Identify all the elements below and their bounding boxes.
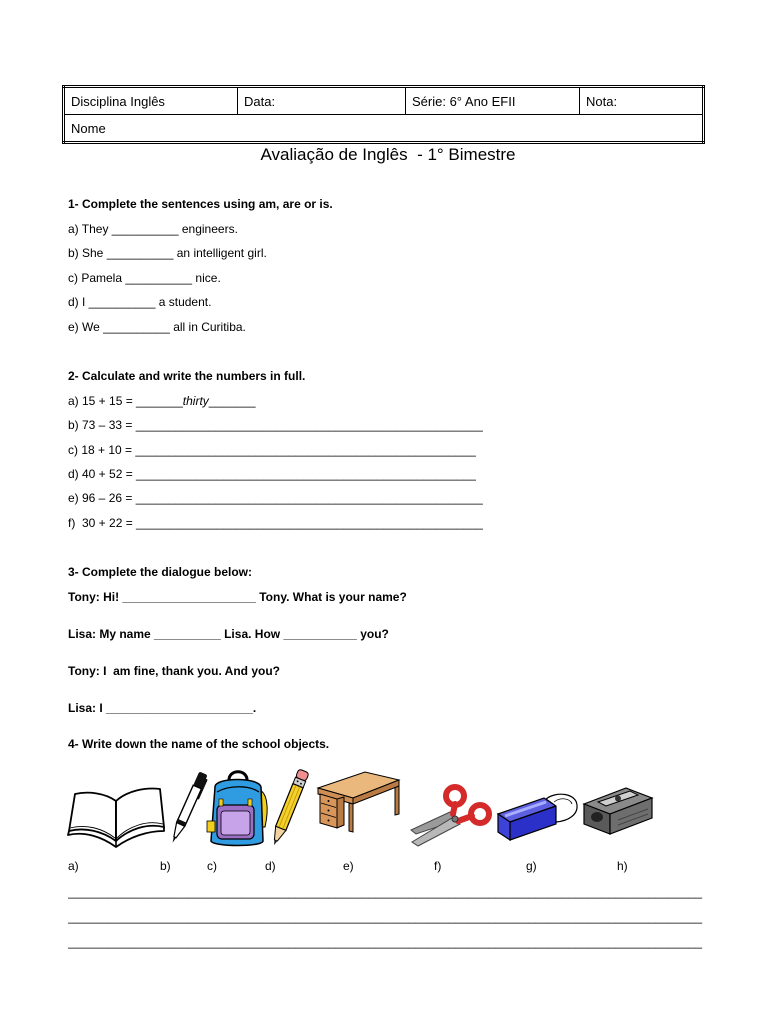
q1-item: b) She __________ an intelligent girl. (68, 246, 267, 260)
dialogue-line: Tony: I am fine, thank you. And you? (68, 664, 281, 678)
q1-item: a) They __________ engineers. (68, 222, 238, 236)
object-label-e: e) (343, 859, 354, 873)
q2-item: c) 18 + 10 = ___________________________________________________ (68, 443, 476, 457)
header-table (62, 85, 705, 144)
q2-item: d) 40 + 52 = ___________________________________________________ (68, 467, 477, 481)
discipline-cell: Disciplina Inglês (64, 87, 238, 115)
q2-item: b) 73 – 33 = ____________________________________________________ (68, 418, 483, 432)
object-label-d: d) (265, 859, 276, 873)
pen-icon (166, 768, 210, 848)
q2-example-prompt: a) 15 + 15 = _______ (68, 394, 183, 408)
dialogue-line: Tony: Hi! ____________________ Tony. What is your name? (68, 590, 407, 604)
q1-heading: 1- Complete the sentences using am, are or is. (68, 197, 333, 211)
date-cell: Data: (238, 87, 406, 115)
header-row-2 (64, 115, 704, 143)
q1-item: e) We __________ all in Curitiba. (68, 320, 246, 334)
dialogue-line: Lisa: I ______________________. (68, 701, 257, 715)
object-label-c: c) (207, 859, 217, 873)
answer-line: _______________________________________________________________________________________________ (68, 885, 703, 899)
q3-heading: 3- Complete the dialogue below: (68, 565, 253, 579)
answer-line: _______________________________________________________________________________________________ (68, 935, 703, 949)
backpack-icon (205, 767, 271, 849)
object-label-g: g) (526, 859, 537, 873)
grade-cell: Série: 6° Ano EFII (406, 87, 580, 115)
name-cell: Nome (64, 115, 704, 143)
eraser-icon (494, 788, 580, 848)
object-label-b: b) (160, 859, 171, 873)
header-row-1 (64, 87, 704, 115)
desk-icon (315, 768, 401, 834)
score-cell: Nota: (580, 87, 704, 115)
q4-heading: 4- Write down the name of the school objects. (68, 737, 330, 751)
scissors-icon (408, 782, 496, 850)
dialogue-line: Lisa: My name __________ Lisa. How ___________ you? (68, 627, 389, 641)
q1-item: c) Pamela __________ nice. (68, 271, 221, 285)
q2-item: e) 96 – 26 = ____________________________________________________ (68, 491, 483, 505)
pencil-icon (266, 766, 312, 850)
page-title: Avaliação de Inglês - 1° Bimestre (260, 145, 516, 164)
book-icon (67, 784, 165, 850)
object-label-a: a) (68, 859, 79, 873)
q2-example-answer: thirty (182, 394, 209, 408)
q2-example-item (68, 393, 256, 409)
answer-line: _______________________________________________________________________________________________ (68, 910, 703, 924)
q2-item: f) 30 + 22 = ____________________________________________________ (68, 516, 484, 530)
q2-example-blank: _______ (208, 394, 256, 408)
q1-item: d) I __________ a student. (68, 295, 212, 309)
object-label-f: f) (434, 859, 442, 873)
sharpener-icon (578, 784, 656, 842)
q2-heading: 2- Calculate and write the numbers in full. (68, 369, 306, 383)
object-label-h: h) (617, 859, 628, 873)
